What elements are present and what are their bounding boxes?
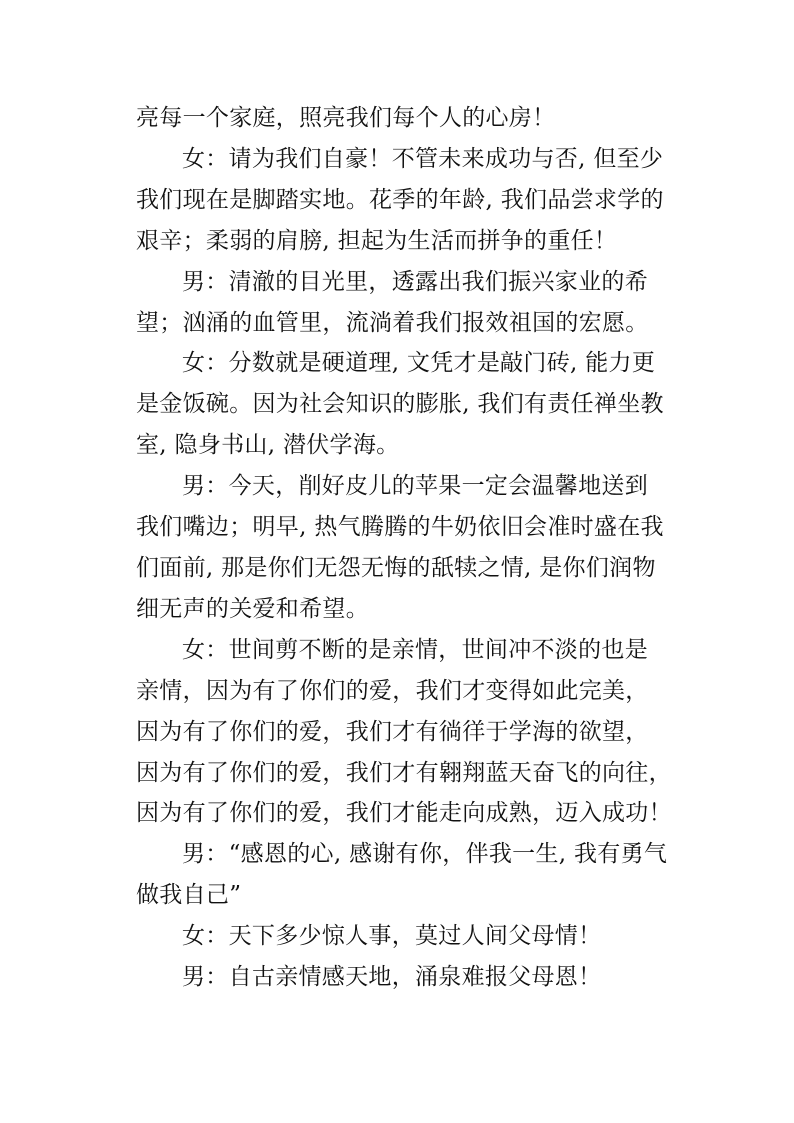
text-line: 是金饭碗。因为社会知识的膨胀, 我们有责任禅坐教 [136,391,664,418]
text-line: 因为有了你们的爱，我们才能走向成熟，迈入成功！ [136,800,672,827]
text-line: 男：清澈的目光里，透露出我们振兴家业的希 [182,268,648,295]
text-line: 因为有了你们的爱，我们才有翱翔蓝天奋飞的向往， [136,759,672,786]
paragraph-female-pride [136,139,676,262]
paragraph-male-gratitude [136,834,676,916]
text-line: 亮每一个家庭，照亮我们每个人的心房！ [136,105,556,131]
text-line: 望；汹涌的血管里，流淌着我们报效祖国的宏愿。 [136,309,649,336]
text-line: 女：世间剪不断的是亲情，世间冲不淡的也是 [182,636,648,663]
text-line: 女：分数就是硬道理, 文凭才是敲门砖, 能力更 [182,350,656,377]
paragraph-male-hope [136,262,676,344]
text-line: 做我自己” [136,882,242,909]
paragraph-female-parents [136,916,676,957]
paragraph-male-care [136,466,676,630]
text-line: 室, 隐身书山, 潜伏学海。 [136,432,400,459]
text-line: 亲情，因为有了你们的爱，我们才变得如此完美， [136,677,649,704]
text-line: 男：自古亲情感天地，涌泉难报父母恩！ [182,964,602,991]
text-line: 细无声的关爱和希望。 [136,595,369,622]
paragraph-male-parents [136,957,676,998]
text-line: 我们现在是脚踏实地。花季的年龄, 我们品尝求学的 [136,186,664,213]
paragraph-female-love [136,630,676,835]
text-line: 男：“感恩的心, 感谢有你，伴我一生, 我有勇气 [182,841,668,868]
text-line: 们面前, 那是你们无怨无悔的舐犊之情, 是你们润物 [136,554,656,581]
text-line: 艰辛；柔弱的肩膀, 担起为生活而拼争的重任！ [136,227,618,254]
text-line: 男：今天，削好皮儿的苹果一定会温馨地送到 [182,473,648,500]
document-text [136,98,676,998]
paragraph-continuation [136,98,676,139]
text-line: 我们嘴边；明早, 热气腾腾的牛奶依旧会准时盛在我 [136,514,664,541]
text-line: 因为有了你们的爱，我们才有徜徉于学海的欲望， [136,718,649,745]
text-line: 女：天下多少惊人事，莫过人间父母情！ [182,923,602,950]
paragraph-female-study [136,343,676,466]
text-line: 女：请为我们自豪！不管未来成功与否, 但至少 [182,145,664,172]
